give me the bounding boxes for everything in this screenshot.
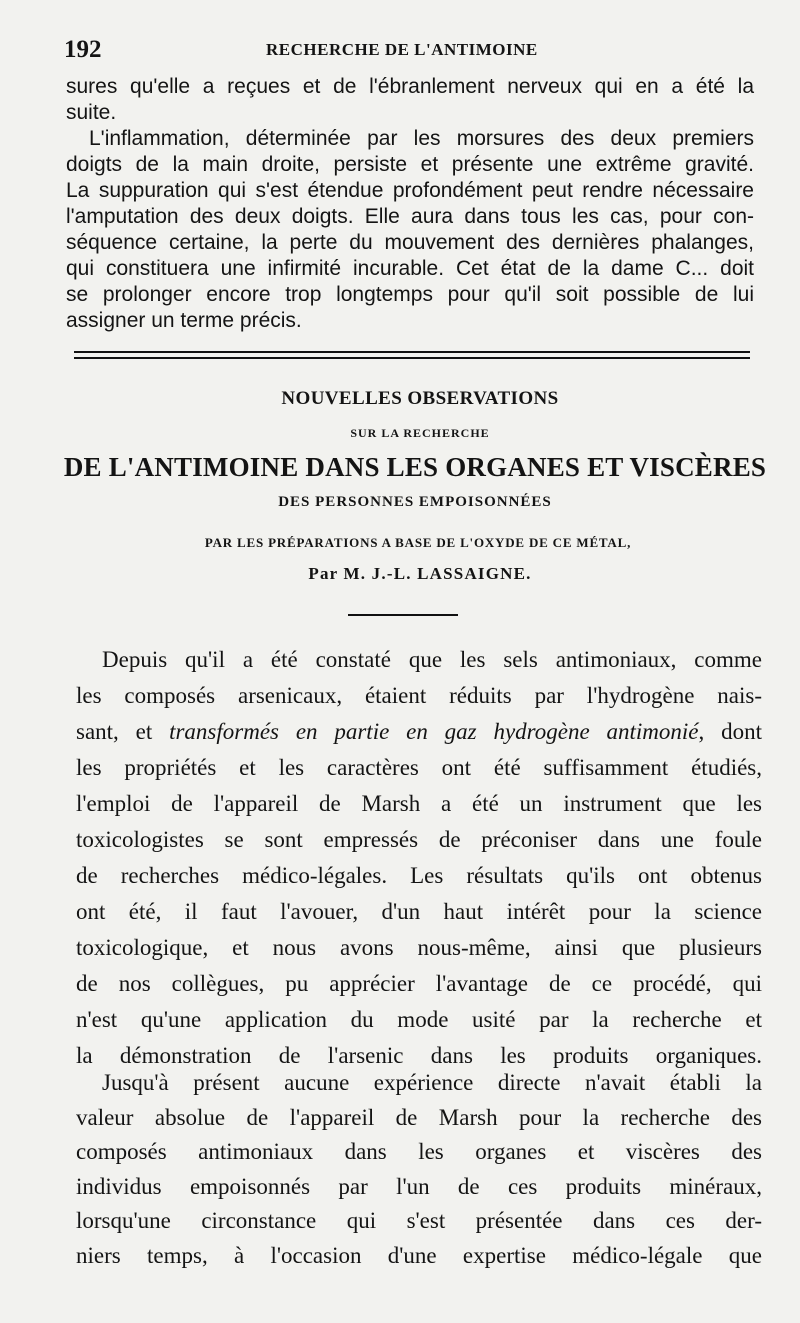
text-line: valeur absolue de l'appareil de Marsh pour la recherche des: [76, 1104, 762, 1130]
text-line: la démonstration de l'arsenic dans les produits organiques.: [76, 1043, 762, 1068]
article-paragraph: [76, 642, 762, 1074]
running-title: RECHERCHE DE L'ANTIMOINE: [266, 40, 538, 59]
previous-article-paragraph: [66, 126, 754, 334]
text-line: de nos collègues, pu apprécier l'avantage de ce procédé, qui: [76, 971, 762, 996]
text-line: [76, 714, 762, 750]
text-line: les composés arsenicaux, étaient réduits par l'hydrogène nais-: [76, 683, 762, 708]
text-line: les propriétés et les caractères ont été suffisamment étudiés,: [76, 755, 762, 780]
divider-rule: [74, 357, 750, 359]
text-line: séquence certaine, la perte du mouvement des dernières phalanges,: [66, 231, 754, 254]
text-line: Jusqu'à présent aucune expérience directe n'avait établi la: [102, 1070, 762, 1095]
article-title: DE L'ANTIMOINE DANS LES ORGANES ET VISCÈRES: [63, 452, 767, 482]
article-paragraph: [76, 1066, 762, 1273]
previous-article-paragraph: [66, 74, 754, 126]
text-line: L'inflammation, déterminée par les morsures des deux premiers: [89, 127, 754, 150]
article-author: Par M. J.-L. LASSAIGNE.: [308, 564, 532, 583]
text-line: lorsqu'une circonstance qui s'est présentée dans ces der-: [76, 1208, 762, 1233]
text-line: La suppuration qui s'est étendue profondément peut rendre nécessaire: [66, 179, 754, 202]
article-heading-line-1: NOUVELLES OBSERVATIONS: [281, 388, 559, 409]
text-line: l'emploi de l'appareil de Marsh a été un instrument que les: [76, 791, 762, 816]
text-line: individus empoisonnés par l'un de ces produits minéraux,: [76, 1173, 762, 1199]
page-number: 192: [64, 36, 102, 63]
text-line: assigner un terme précis.: [66, 309, 302, 332]
italic-phrase: transformés en partie en gaz hydrogène antimonié: [169, 719, 699, 744]
text-line: n'est qu'une application du mode usité par la recherche et: [76, 1007, 762, 1032]
section-divider: [74, 351, 750, 360]
text-line: Depuis qu'il a été constaté que les sels antimoniaux, comme: [102, 647, 762, 672]
text-line: ont été, il faut l'avouer, d'un haut intérêt pour la science: [76, 899, 762, 924]
divider-rule: [74, 351, 750, 353]
text-line: toxicologique, et nous avons nous-même, ainsi que plusieurs: [76, 935, 762, 960]
text-line: l'amputation des deux doigts. Elle aura dans tous les cas, pour con-: [66, 205, 754, 228]
text-line: de recherches médico-légales. Les résultats qu'ils ont obtenus: [76, 863, 762, 888]
text-line: suite.: [66, 101, 117, 124]
article-heading-line-4: DES PERSONNES EMPOISONNÉES: [278, 494, 552, 510]
article-heading-line-5: PAR LES PRÉPARATIONS A BASE DE L'OXYDE DE CE MÉTAL,: [204, 535, 632, 550]
text-line: se prolonger encore trop longtemps pour qu'il soit possible de lui: [66, 283, 754, 306]
text-line: sures qu'elle a reçues et de l'ébranlement nerveux qui en a été la: [66, 75, 754, 98]
text-line: niers temps, à l'occasion d'une expertise médico-légale que: [76, 1242, 762, 1268]
text-line: qui constituera une infirmité incurable. Cet état de la dame C... doit: [66, 257, 754, 280]
text-line: doigts de la main droite, persiste et présente une extrême gravité.: [66, 153, 754, 176]
text-run: , dont: [698, 719, 763, 744]
article-heading-line-2: SUR LA RECHERCHE: [350, 426, 490, 440]
text-line: composés antimoniaux dans les organes et viscères des: [76, 1139, 762, 1164]
text-run: sant, et: [76, 719, 170, 744]
page-header: [64, 36, 764, 66]
title-separator-rule: [348, 614, 458, 616]
text-line: toxicologistes se sont empressés de préconiser dans une foule: [76, 827, 762, 852]
